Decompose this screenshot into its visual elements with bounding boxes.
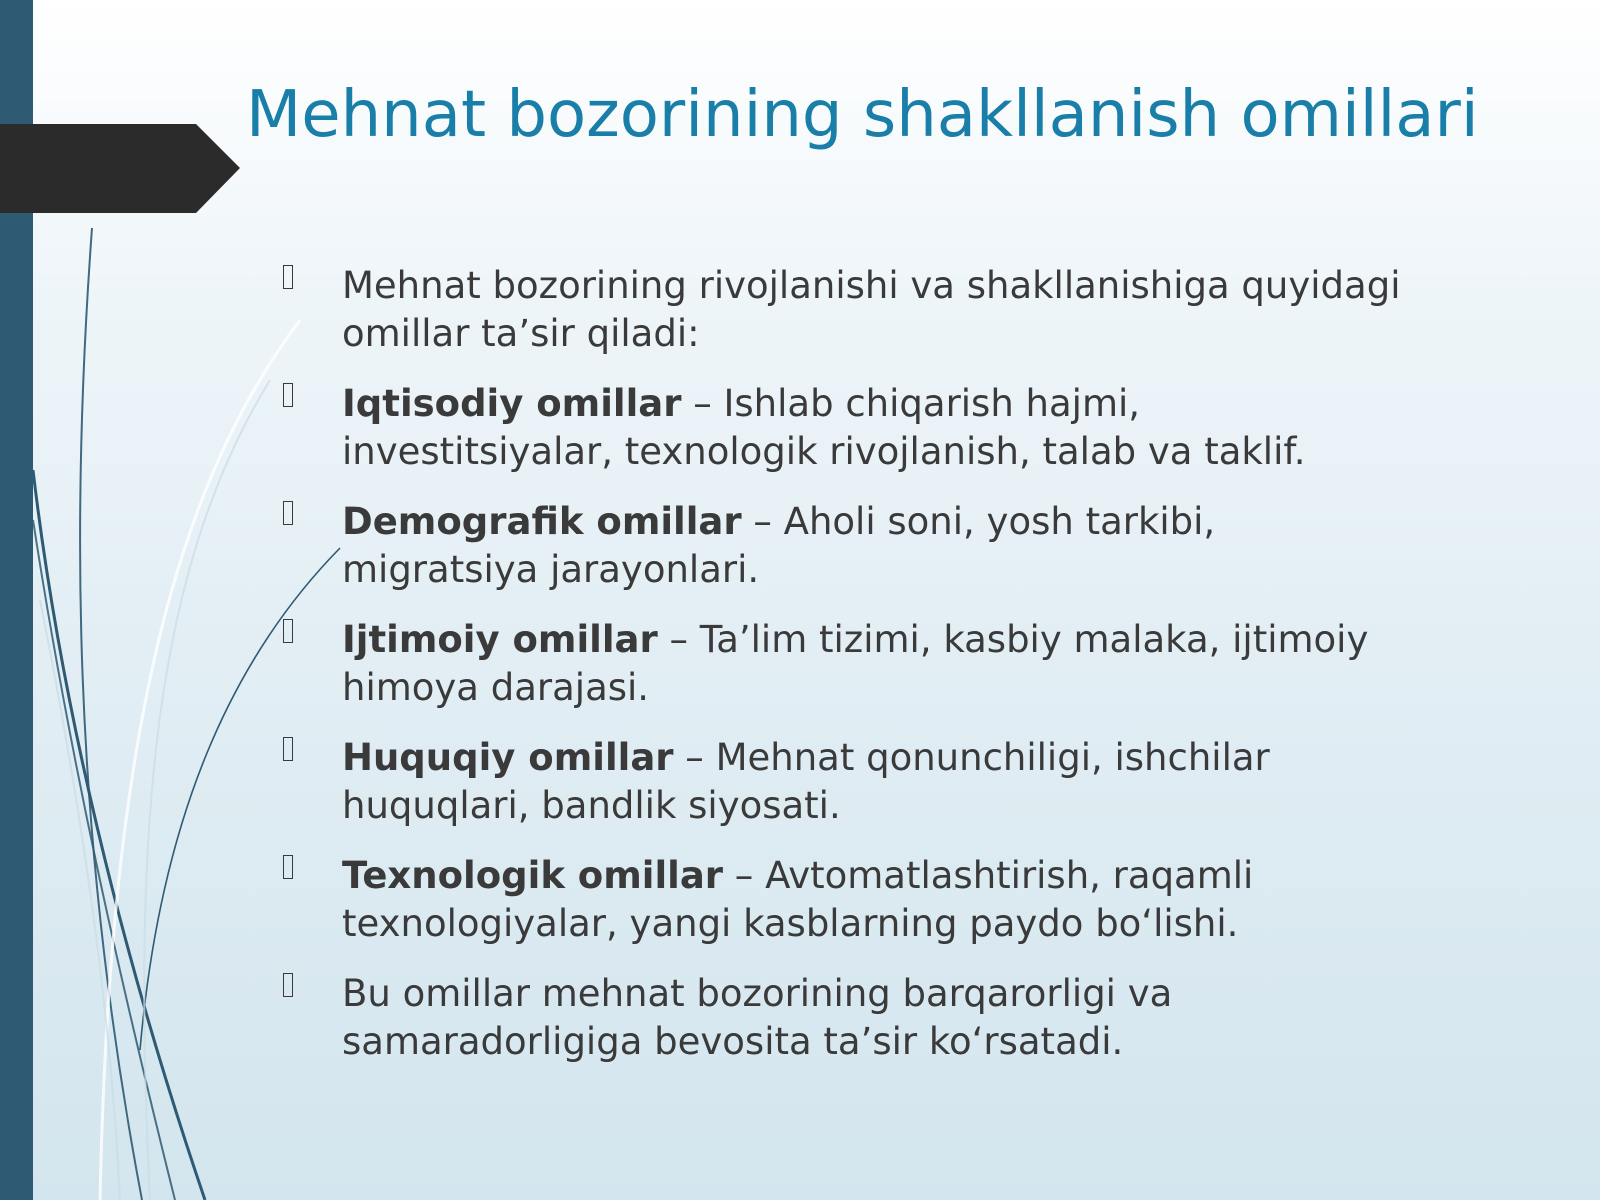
bullet-item xyxy=(282,616,1422,712)
bullet-item xyxy=(282,380,1422,476)
bullet-text: – Avtomatlashtirish, raqamli texnologiyalar, yangi kasblarning paydo bo‘lishi. xyxy=(342,854,1254,945)
bullet-text: Mehnat bozorining rivojlanishi va shakllanishiga quyidagi omillar ta’sir qiladi: xyxy=(342,264,1401,355)
bullet-list xyxy=(282,262,1422,1088)
bullet-marker-icon xyxy=(282,380,298,410)
bullet-text: – Ishlab chiqarish hajmi, investitsiyalar, texnologik rivojlanish, talab va taklif. xyxy=(342,382,1306,473)
bullet-item xyxy=(282,852,1422,948)
bullet-term: Huquqiy omillar xyxy=(342,736,674,779)
bullet-marker-icon xyxy=(282,734,298,764)
bullet-text: – Aholi soni, yosh tarkibi, migratsiya jarayonlari. xyxy=(342,500,1216,591)
bullet-marker-icon xyxy=(282,262,298,292)
bullet-text: Bu omillar mehnat bozorining barqarorligi va samaradorligiga bevosita ta’sir ko‘rsatadi. xyxy=(342,972,1173,1063)
bullet-marker-icon xyxy=(282,498,298,528)
bullet-marker-icon xyxy=(282,852,298,882)
bullet-item xyxy=(282,734,1422,830)
bullet-term: Iqtisodiy omillar xyxy=(342,382,682,425)
bullet-marker-icon xyxy=(282,970,298,1000)
bullet-text: – Ta’lim tizimi, kasbiy malaka, ijtimoiy himoya darajasi. xyxy=(342,618,1369,709)
bullet-term: Demografik omillar xyxy=(342,500,742,543)
bullet-marker-icon xyxy=(282,616,298,646)
bullet-item xyxy=(282,970,1422,1066)
bullet-text: – Mehnat qonunchiligi, ishchilar huquqlari, bandlik siyosati. xyxy=(342,736,1270,827)
slide-title: Mehnat bozorining shakllanish omillari xyxy=(246,78,1479,152)
bullet-item xyxy=(282,262,1422,358)
title-arrow-shape xyxy=(0,124,240,213)
bullet-term: Texnologik omillar xyxy=(342,854,724,897)
bullet-item xyxy=(282,498,1422,594)
bullet-term: Ijtimoiy omillar xyxy=(342,618,658,661)
